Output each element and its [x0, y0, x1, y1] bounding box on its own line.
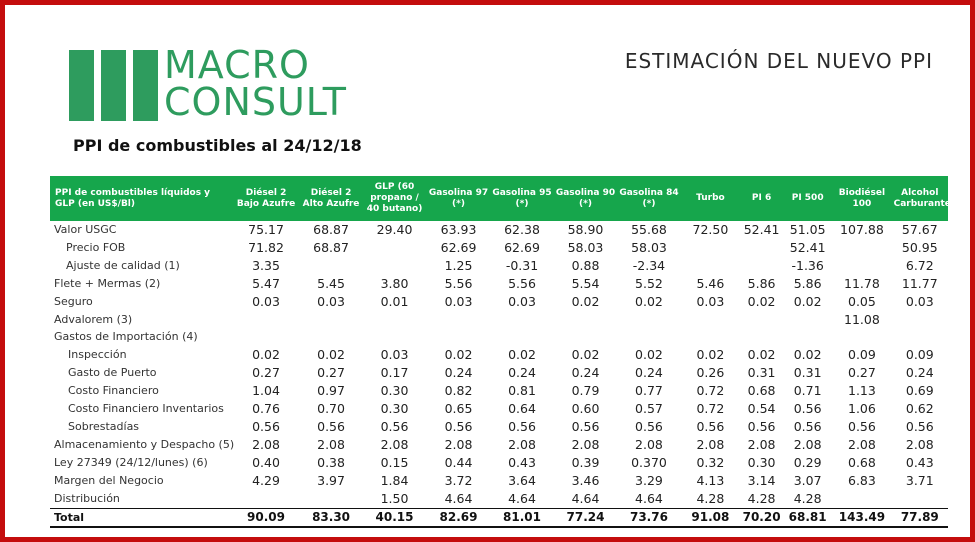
table-cell: 4.29 [252, 472, 280, 488]
table-row [50, 221, 948, 239]
table-cell: 55.68 [631, 222, 667, 237]
table-cell: 0.02 [747, 293, 776, 309]
table-cell [362, 239, 427, 257]
table-cell: 29.40 [376, 222, 413, 237]
table-cell: 4.28 [793, 490, 822, 506]
table-cell: 0.97 [317, 383, 345, 399]
table-cell: 0.77 [635, 383, 663, 399]
table-cell: 5.86 [747, 275, 776, 291]
table-cell: 0.88 [571, 257, 600, 273]
table-cell: 0.02 [747, 347, 776, 363]
total-label: Total [50, 508, 232, 527]
row-label: Seguro [54, 294, 93, 308]
table-cell [427, 311, 490, 329]
table-cell [681, 328, 740, 346]
row-label: Ajuste de calidad (1) [66, 258, 180, 272]
table-cell: 0.09 [905, 347, 934, 363]
table-cell: 2.08 [747, 436, 776, 452]
total-cell: 82.69 [427, 508, 490, 527]
table-cell: 11.78 [844, 275, 880, 291]
table-cell: 0.82 [444, 383, 473, 399]
table-cell: 2.08 [905, 436, 934, 452]
logo-text-consult: CONSULT [164, 80, 347, 124]
row-label: Margen del Negocio [54, 473, 164, 487]
table-cell [832, 328, 891, 346]
total-cell: 83.30 [300, 508, 362, 527]
table-row [50, 257, 948, 275]
table-cell: 0.02 [508, 347, 536, 363]
table-cell: 2.08 [848, 436, 876, 452]
column-header-7: Gasolina 84 (*) [617, 176, 680, 221]
table-cell: 1.06 [848, 401, 876, 417]
table-cell: 0.60 [571, 401, 600, 417]
table-cell: 0.40 [252, 454, 280, 470]
table-cell: 3.29 [635, 472, 663, 488]
table-cell: 3.46 [571, 472, 600, 488]
table-cell: 2.08 [571, 436, 600, 452]
table-cell: 3.07 [793, 472, 822, 488]
table-cell: 4.64 [508, 490, 536, 506]
table-cell: 3.64 [508, 472, 536, 488]
table-cell: 0.56 [508, 418, 536, 434]
column-header-9: PI 6 [740, 176, 783, 221]
column-header-3: GLP (60 propano / 40 butano) [362, 176, 427, 221]
table-cell: 0.03 [508, 293, 536, 309]
table-cell: 0.03 [380, 347, 409, 363]
table-cell: 52.41 [743, 222, 780, 237]
table-cell: 57.67 [901, 222, 938, 237]
table-cell [740, 239, 783, 257]
row-label: Distribución [54, 491, 120, 505]
table-cell [300, 257, 362, 275]
table-row [50, 239, 948, 257]
table-cell: 1.04 [252, 383, 280, 399]
table-cell [427, 328, 490, 346]
table-cell: 0.27 [252, 365, 280, 381]
table-cell: 0.03 [252, 293, 280, 309]
column-header-5: Gasolina 95 (*) [490, 176, 553, 221]
table-cell: -1.36 [791, 257, 824, 273]
table-row [50, 346, 948, 364]
table-cell: 2.08 [317, 436, 345, 452]
table-cell: 52.41 [789, 239, 826, 255]
table-cell [892, 311, 948, 329]
table-cell: 0.24 [905, 365, 934, 381]
table-cell: 5.47 [252, 275, 280, 291]
table-cell: 5.56 [508, 275, 536, 291]
table-cell: 0.68 [747, 383, 776, 399]
table-row [50, 454, 948, 472]
logo-text-macro: MACRO [164, 43, 310, 87]
table-cell: 5.54 [571, 275, 600, 291]
table-cell: 0.72 [696, 383, 725, 399]
table-cell [832, 490, 891, 508]
table-cell: 0.02 [252, 347, 280, 363]
table-cell [300, 328, 362, 346]
table-cell [362, 257, 427, 275]
table-cell: 0.76 [252, 401, 280, 417]
table-cell: 0.24 [635, 365, 663, 381]
table-header-row [50, 176, 948, 221]
table-cell: 0.03 [696, 293, 725, 309]
row-label: Ley 27349 (24/12/lunes) (6) [54, 455, 208, 469]
table-cell: 62.69 [440, 239, 477, 255]
table-cell: 3.80 [380, 275, 409, 291]
row-label: Advalorem (3) [54, 312, 133, 326]
table-cell: 0.65 [444, 401, 473, 417]
table-cell: 0.56 [635, 418, 663, 434]
table-cell: 0.56 [793, 418, 822, 434]
table-cell [554, 311, 617, 329]
table-cell: 3.72 [444, 472, 473, 488]
logo-bar-icon [69, 50, 94, 121]
table-cell [554, 328, 617, 346]
table-cell: 1.13 [848, 383, 876, 399]
table-cell: 3.35 [252, 257, 280, 273]
table-cell [300, 311, 362, 329]
table-cell: 5.52 [635, 275, 663, 291]
table-cell: 4.64 [635, 490, 663, 506]
ppi-table [50, 176, 951, 528]
table-cell: 0.02 [317, 347, 345, 363]
table-cell: 0.56 [905, 418, 934, 434]
table-cell [617, 311, 680, 329]
table-cell: 1.84 [380, 472, 409, 488]
row-label: Precio FOB [66, 240, 126, 254]
table-cell: 72.50 [692, 222, 729, 237]
table-cell: 2.08 [508, 436, 536, 452]
table-cell: 50.95 [901, 239, 938, 255]
row-label: Gastos de Importación (4) [54, 330, 198, 344]
table-cell [617, 328, 680, 346]
table-cell: 0.38 [317, 454, 345, 470]
table-cell [681, 311, 740, 329]
table-cell [681, 239, 740, 257]
table-cell: 0.03 [444, 293, 473, 309]
table-cell [362, 328, 427, 346]
table-cell: 0.31 [793, 365, 822, 381]
table-cell: 4.64 [444, 490, 473, 506]
table-cell: 0.02 [696, 347, 725, 363]
table-cell [832, 257, 891, 275]
table-cell: 1.25 [444, 257, 473, 273]
table-row [50, 400, 948, 418]
table-cell [740, 328, 783, 346]
table-cell: 75.17 [248, 222, 284, 237]
table-cell: 5.45 [317, 275, 345, 291]
table-cell: 0.15 [380, 454, 409, 470]
table-cell: 0.24 [508, 365, 536, 381]
table-cell: 62.38 [504, 222, 540, 237]
table-cell: 0.69 [905, 383, 934, 399]
column-header-1: Diésel 2 Bajo Azufre [232, 176, 300, 221]
table-cell [490, 328, 553, 346]
table-cell: 0.370 [631, 454, 667, 470]
logo-bar-icon [101, 50, 126, 121]
total-cell: 91.08 [681, 508, 740, 527]
table-cell: 5.46 [696, 275, 725, 291]
table-cell: 2.08 [793, 436, 822, 452]
table-subtitle: PPI de combustibles al 24/12/18 [73, 136, 362, 155]
table-cell [892, 328, 948, 346]
row-label: Valor USGC [54, 223, 117, 236]
column-header-concept: PPI de combustibles líquidos y GLP (en US$/Bl) [50, 176, 232, 221]
table-cell: 0.09 [848, 347, 876, 363]
table-cell: 0.56 [252, 418, 280, 434]
table-row [50, 328, 948, 346]
table-row [50, 293, 948, 311]
total-cell: 90.09 [232, 508, 300, 527]
table-cell: 0.24 [571, 365, 600, 381]
row-label: Almacenamiento y Despacho (5) [54, 437, 235, 451]
total-cell: 77.24 [554, 508, 617, 527]
table-cell: 3.14 [747, 472, 776, 488]
table-cell: 4.13 [696, 472, 725, 488]
table-cell: 0.43 [905, 454, 934, 470]
table-cell: 0.56 [696, 418, 725, 434]
table-cell: 0.26 [696, 365, 725, 381]
table-cell: 11.77 [901, 275, 938, 291]
table-cell: 0.27 [317, 365, 345, 381]
table-row [50, 382, 948, 400]
table-cell [783, 311, 832, 329]
total-cell: 40.15 [362, 508, 427, 527]
table-cell [681, 257, 740, 275]
table-cell: 0.44 [444, 454, 473, 470]
table-row [50, 436, 948, 454]
table-cell: 0.56 [571, 418, 600, 434]
table-cell: 0.79 [571, 383, 600, 399]
table-cell: 0.30 [380, 383, 409, 399]
table-cell [490, 311, 553, 329]
total-cell: 143.49 [832, 508, 891, 527]
table-cell: 5.56 [444, 275, 473, 291]
column-header-8: Turbo [681, 176, 740, 221]
table-cell: 2.08 [696, 436, 725, 452]
table-cell: 0.02 [793, 347, 822, 363]
table-cell [892, 490, 948, 508]
table-cell: 0.68 [848, 454, 876, 470]
table-cell [232, 311, 300, 329]
table-cell: 0.62 [905, 401, 934, 417]
table-cell: 0.32 [696, 454, 725, 470]
total-cell: 77.89 [892, 508, 948, 527]
table-cell: 2.08 [444, 436, 473, 452]
table-cell [232, 490, 300, 508]
table-cell: 0.27 [848, 365, 876, 381]
table-cell: 0.56 [793, 401, 822, 417]
table-cell: 0.30 [380, 401, 409, 417]
table-cell: 0.02 [793, 293, 822, 309]
table-cell: 0.56 [848, 418, 876, 434]
table-cell [740, 311, 783, 329]
total-cell: 70.20 [740, 508, 783, 527]
total-cell: 68.81 [783, 508, 832, 527]
table-cell: 63.93 [440, 222, 477, 237]
table-cell: 0.56 [380, 418, 409, 434]
table-cell: 68.87 [313, 222, 349, 237]
table-cell: 0.56 [317, 418, 345, 434]
table-cell: 0.64 [508, 401, 536, 417]
table-cell: 4.64 [571, 490, 600, 506]
table-cell: 6.83 [848, 472, 876, 488]
row-label: Costo Financiero [68, 384, 159, 398]
row-label: Gasto de Puerto [68, 366, 157, 380]
table-cell: 0.03 [317, 293, 345, 309]
table-row [50, 311, 948, 329]
table-cell: 51.05 [789, 222, 826, 237]
column-header-12: Alcohol Carburante [892, 176, 948, 221]
row-label: Flete + Mermas (2) [54, 276, 161, 290]
table-cell: 0.30 [747, 454, 776, 470]
column-header-6: Gasolina 90 (*) [554, 176, 617, 221]
table-cell: 0.57 [635, 401, 663, 417]
table-cell: 3.97 [317, 472, 345, 488]
row-label: Costo Financiero Inventarios [68, 402, 224, 416]
table-cell: 0.81 [508, 383, 536, 399]
table-cell: 4.28 [747, 490, 776, 506]
table-cell: 6.72 [905, 257, 934, 273]
column-header-2: Diésel 2 Alto Azufre [300, 176, 362, 221]
total-cell: 81.01 [490, 508, 553, 527]
table-cell [832, 239, 891, 257]
table-cell [362, 311, 427, 329]
table-cell: 0.31 [747, 365, 776, 381]
table-cell: 68.87 [313, 239, 349, 255]
table-row [50, 364, 948, 382]
table-cell: 58.03 [631, 239, 667, 255]
macroconsult-logo [69, 43, 347, 124]
table-cell: 58.03 [567, 239, 604, 255]
logo-bar-icon [133, 50, 158, 121]
table-cell: 0.56 [444, 418, 473, 434]
table-cell: 0.54 [747, 401, 776, 417]
column-header-10: PI 500 [783, 176, 832, 221]
table-row [50, 275, 948, 293]
table-cell: 2.08 [380, 436, 409, 452]
table-cell: -2.34 [632, 257, 666, 273]
column-header-4: Gasolina 97 (*) [427, 176, 490, 221]
slide-heading: ESTIMACIÓN DEL NUEVO PPI [624, 49, 933, 73]
total-row [50, 508, 948, 527]
table-cell: 0.72 [696, 401, 725, 417]
row-label: Sobrestadías [68, 419, 140, 433]
table-cell: 0.02 [571, 293, 600, 309]
table-cell: 0.02 [635, 293, 663, 309]
table-cell: 2.08 [635, 436, 663, 452]
table-cell [300, 490, 362, 508]
table-row [50, 490, 948, 508]
table-cell: 0.71 [793, 383, 822, 399]
table-cell: 5.86 [793, 275, 822, 291]
table-cell: 0.05 [848, 293, 876, 309]
table-cell: 0.56 [747, 418, 776, 434]
table-cell: 0.02 [571, 347, 600, 363]
table-cell: 0.24 [444, 365, 473, 381]
table-cell: 71.82 [248, 239, 284, 255]
table-cell: 0.02 [635, 347, 663, 363]
column-header-11: Biodiésel 100 [832, 176, 891, 221]
table-cell: 2.08 [252, 436, 280, 452]
table-cell [232, 328, 300, 346]
table-cell: 0.39 [571, 454, 600, 470]
table-row [50, 472, 948, 490]
table-cell: 1.50 [380, 490, 409, 506]
table-cell: 0.17 [380, 365, 409, 381]
table-cell: 11.08 [844, 311, 880, 327]
table-cell: 0.02 [444, 347, 473, 363]
table-cell: 107.88 [840, 222, 884, 237]
table-cell: 4.28 [696, 490, 725, 506]
table-cell: 0.43 [508, 454, 536, 470]
table-row [50, 418, 948, 436]
table-cell: 0.70 [317, 401, 345, 417]
table-cell [783, 328, 832, 346]
table-cell: -0.31 [505, 257, 539, 273]
table-cell [740, 257, 783, 275]
table-cell: 3.71 [905, 472, 934, 488]
table-cell: 0.03 [905, 293, 934, 309]
table-cell: 58.90 [567, 222, 604, 237]
row-label: Inspección [68, 348, 127, 362]
table-cell: 0.01 [380, 293, 409, 309]
total-cell: 73.76 [617, 508, 680, 527]
table-cell: 62.69 [504, 239, 540, 255]
table-cell: 0.29 [793, 454, 822, 470]
